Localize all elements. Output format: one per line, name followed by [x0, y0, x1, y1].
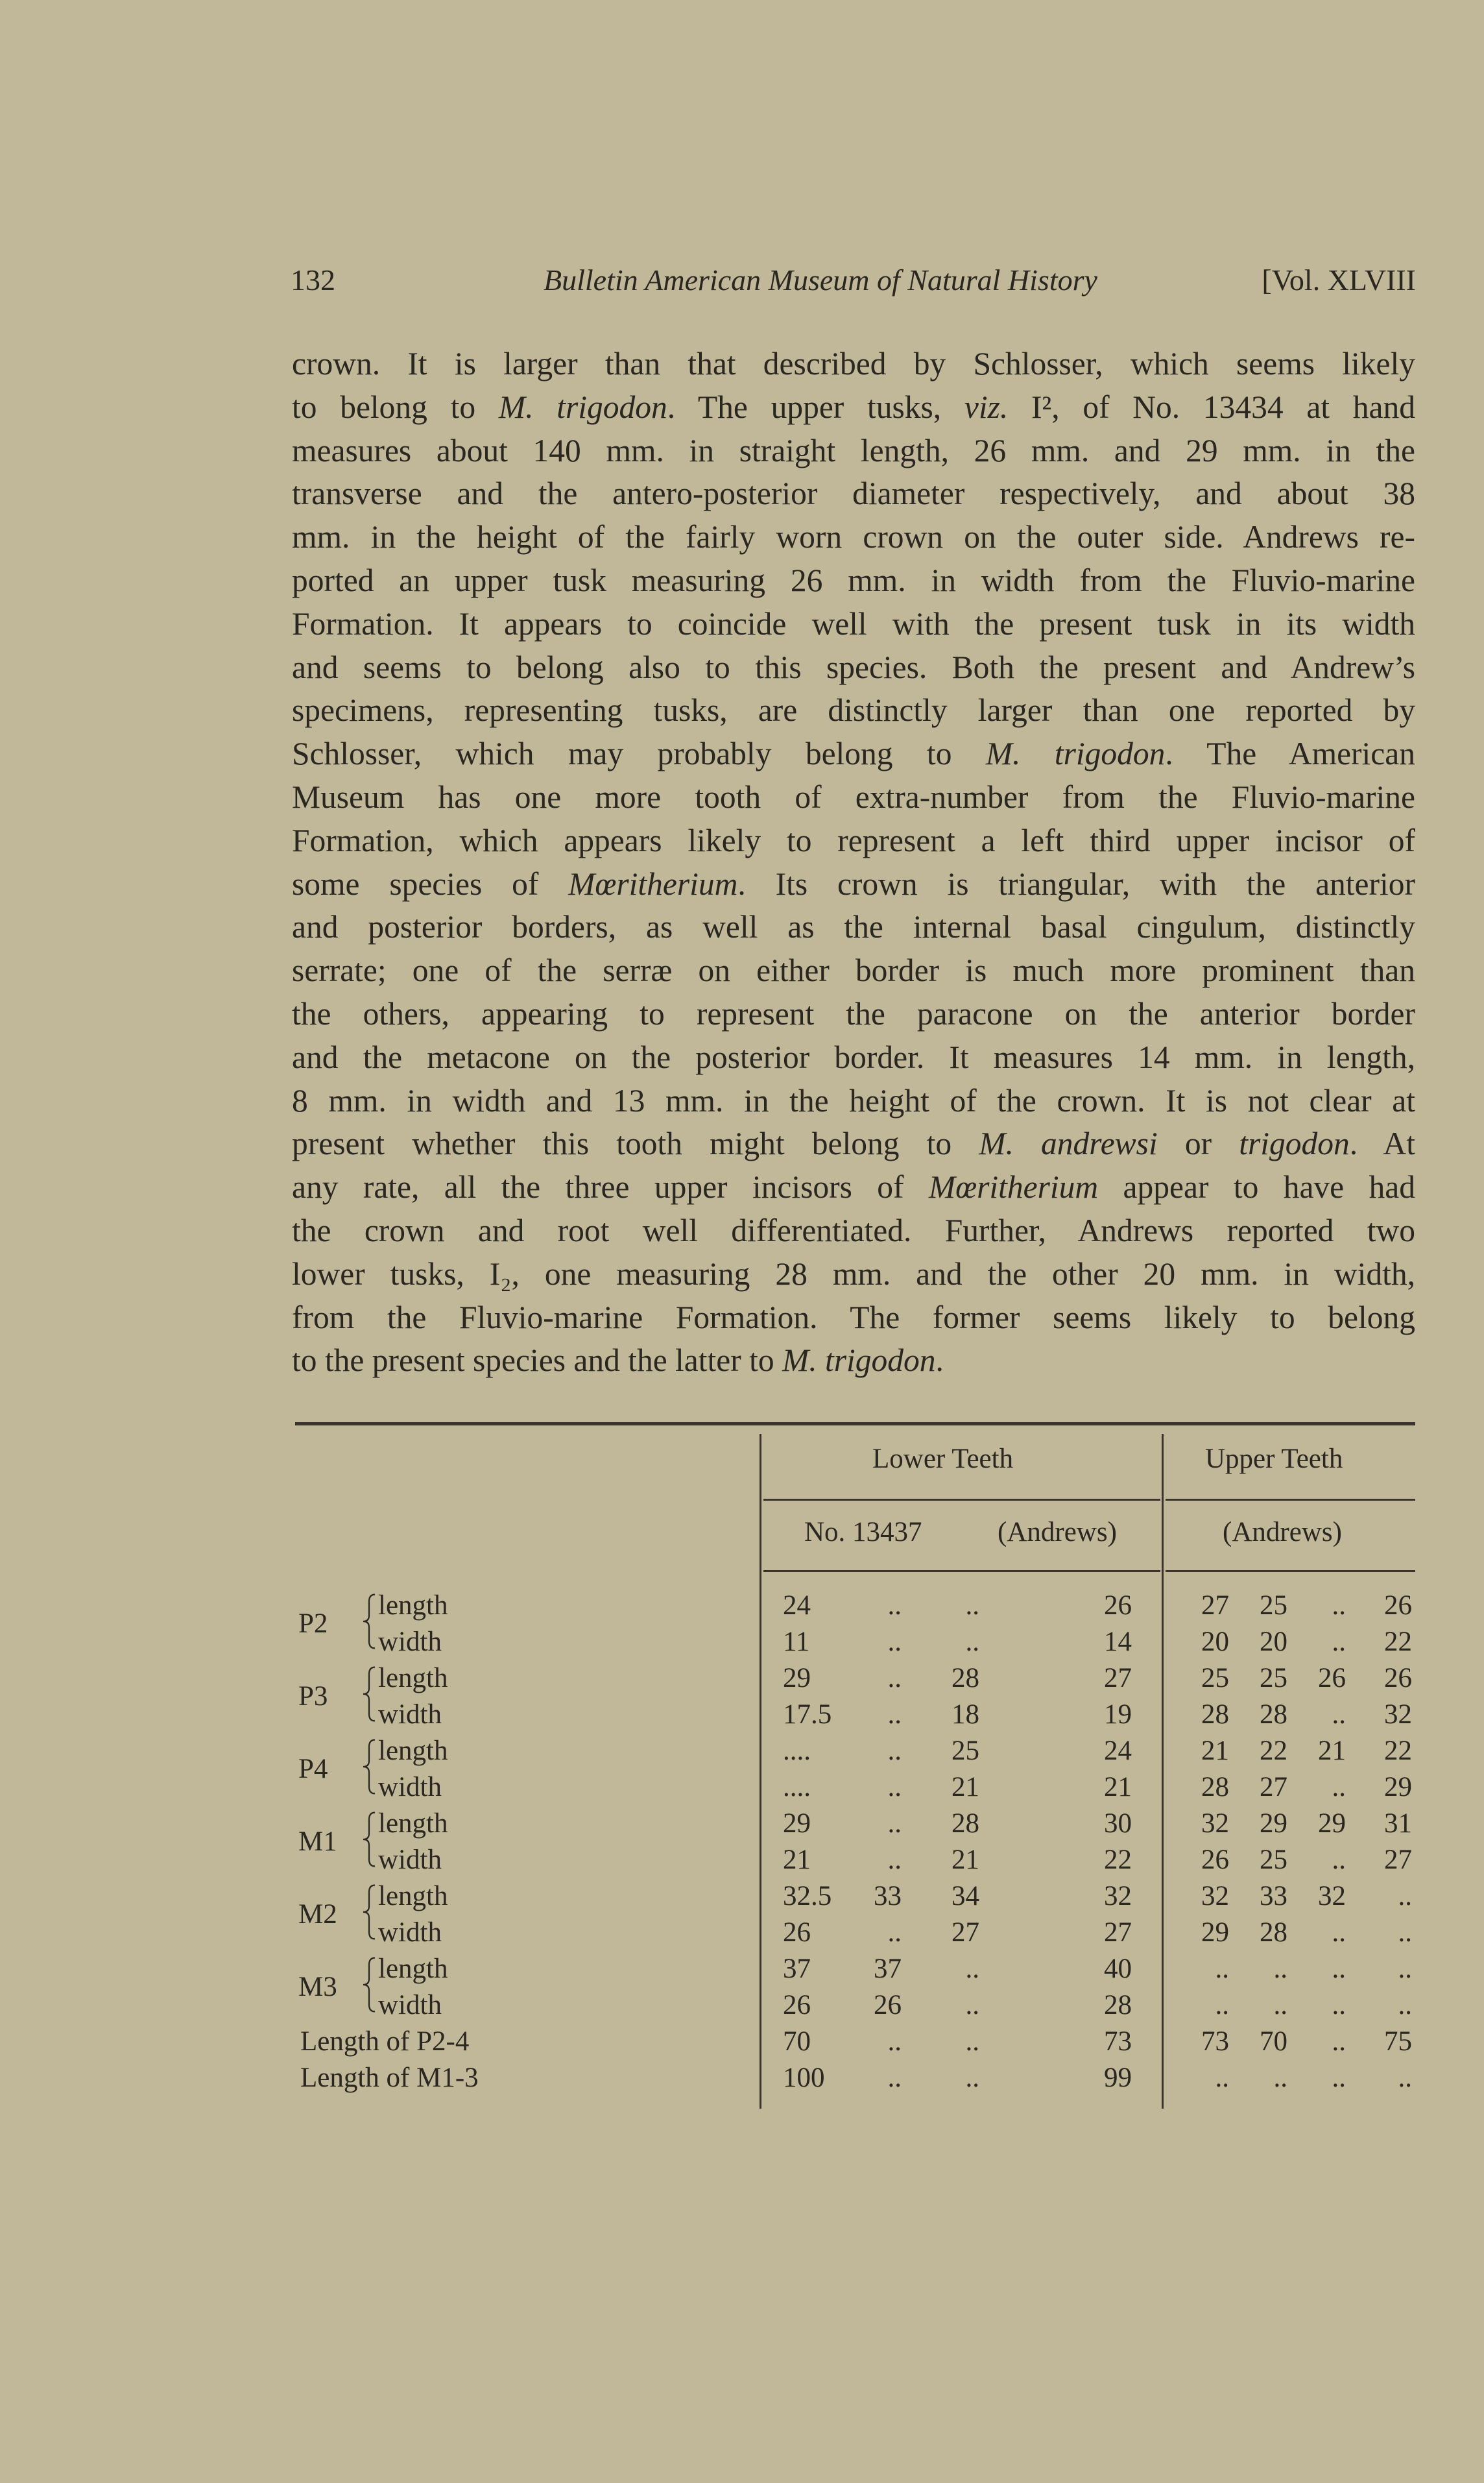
brace-icon	[360, 1738, 378, 1796]
row-label-measure: width	[378, 1772, 442, 1802]
table-cell: 37	[783, 1954, 811, 1984]
paragraph-line: Museum has one more tooth of extra-number from the Fluvio-marine	[292, 779, 1415, 815]
table-top-rule	[295, 1422, 1415, 1425]
table-cell: 29	[783, 1808, 811, 1839]
paragraph-line: to belong to M. trigodon. The upper tusks, viz. I², of No. 13434 at hand	[292, 389, 1415, 425]
table-cell: ..	[1332, 1954, 1346, 1984]
table-cell: 20	[1201, 1627, 1229, 1657]
table-cell: 70	[783, 2026, 811, 2057]
table-cell: ..	[1398, 2063, 1412, 2093]
table-cell: 28	[1201, 1699, 1229, 1730]
table-cell: ..	[1398, 1954, 1412, 1984]
subheader-andrews-upper: (Andrews)	[1223, 1517, 1342, 1547]
table-cell: ....	[783, 1772, 811, 1802]
table-cell: 22	[1384, 1736, 1412, 1766]
volume-label: [Vol. XLVIII	[1262, 263, 1416, 297]
table-cell: 28	[1260, 1699, 1287, 1730]
brace-icon	[360, 1956, 378, 2014]
table-cell: 27	[1260, 1772, 1287, 1802]
table-cell: 26	[874, 1990, 902, 2020]
table-cell: 25	[951, 1736, 979, 1766]
table-cell: 26	[1201, 1845, 1229, 1875]
table-cell: 22	[1260, 1736, 1287, 1766]
table-cell: 22	[1104, 1845, 1132, 1875]
row-label-tooth: M1	[298, 1826, 337, 1857]
table-cell: 99	[1104, 2063, 1132, 2093]
table-cell: 32	[1318, 1881, 1346, 1911]
paragraph-line: 8 mm. in width and 13 mm. in the height of the crown. It is not clear at	[292, 1082, 1415, 1119]
paragraph-line: ported an upper tusk measuring 26 mm. in width from the Fluvio-marine	[292, 562, 1415, 598]
paragraph-line: any rate, all the three upper incisors of Mœritherium appear to have had	[292, 1169, 1415, 1205]
paragraph-line: to the present species and the latter to M. trigodon.	[292, 1342, 944, 1379]
table-cell: 21	[1201, 1736, 1229, 1766]
table-cell: 17.5	[783, 1699, 832, 1730]
row-label-tooth: M2	[298, 1899, 337, 1930]
table-cell: 25	[1201, 1663, 1229, 1693]
table-cell: 40	[1104, 1954, 1132, 1984]
column-divider-upper	[1162, 1434, 1164, 2109]
brace-icon	[360, 1592, 378, 1651]
paragraph-line: and the metacone on the posterior border. It measures 14 mm. in length,	[292, 1039, 1415, 1075]
table-cell: ..	[887, 1772, 902, 1802]
table-cell: 33	[1260, 1881, 1287, 1911]
paragraph-line: crown. It is larger than that described by Schlosser, which seems likely	[292, 346, 1415, 382]
table-cell: 26	[783, 1917, 811, 1948]
table-cell: 20	[1260, 1627, 1287, 1657]
paragraph-line: the others, appearing to represent the paracone on the anterior border	[292, 995, 1415, 1032]
table-cell: 29	[1384, 1772, 1412, 1802]
subheader-specimen: No. 13437	[804, 1517, 922, 1547]
row-label-tooth: M3	[298, 1972, 337, 2002]
brace-icon	[360, 1810, 378, 1869]
table-cell: 18	[951, 1699, 979, 1730]
row-label-measure: length	[378, 1881, 448, 1911]
brace-icon	[360, 1883, 378, 1941]
row-label-measure: length	[378, 1808, 448, 1839]
paragraph-line: specimens, representing tusks, are distinctly larger than one reported by	[292, 692, 1415, 729]
table-cell: 27	[1104, 1917, 1132, 1948]
table-cell: 28	[1260, 1917, 1287, 1948]
table-cell: ..	[1398, 1917, 1412, 1948]
paragraph-line: present whether this tooth might belong to M. andrewsi or trigodon. At	[292, 1126, 1416, 1162]
table-cell: ..	[887, 2026, 902, 2057]
table-cell: ..	[1332, 1772, 1346, 1802]
table-cell: ..	[1398, 1881, 1412, 1911]
brace-icon	[360, 1665, 378, 1723]
paragraph-line: and posterior borders, as well as the internal basal cingulum, distinctly	[292, 909, 1415, 945]
table-cell: 26	[1384, 1663, 1412, 1693]
row-label-measure: length	[378, 1736, 448, 1766]
subheader-andrews-lower: (Andrews)	[998, 1517, 1117, 1547]
table-cell: 22	[1384, 1627, 1412, 1657]
column-divider-lower	[760, 1434, 761, 2109]
table-cell: 70	[1260, 2026, 1287, 2057]
table-cell: 27	[1104, 1663, 1132, 1693]
table-cell: 24	[1104, 1736, 1132, 1766]
table-cell: 26	[783, 1990, 811, 2020]
table-cell: 21	[783, 1845, 811, 1875]
page-number: 132	[291, 263, 335, 297]
table-cell: ..	[887, 1699, 902, 1730]
subheader-divider-lower	[763, 1570, 1160, 1572]
row-label-summary: Length of M1-3	[300, 2063, 479, 2093]
table-cell: 75	[1384, 2026, 1412, 2057]
table-cell: 21	[1104, 1772, 1132, 1802]
table-cell: ..	[1332, 1990, 1346, 2020]
group-header-lower: Lower Teeth	[872, 1444, 1014, 1474]
paragraph-line: the crown and root well differentiated. Further, Andrews reported two	[292, 1212, 1415, 1248]
paragraph-line: transverse and the antero-posterior diameter respectively, and about 38	[292, 476, 1415, 512]
table-cell: 29	[1260, 1808, 1287, 1839]
paragraph-line: Schlosser, which may probably belong to M. trigodon. The American	[292, 736, 1415, 772]
table-cell: 25	[1260, 1663, 1287, 1693]
table-cell: 29	[1201, 1917, 1229, 1948]
table-cell: 27	[1201, 1590, 1229, 1621]
table-cell: ..	[1215, 1990, 1229, 2020]
table-cell: 32	[1384, 1699, 1412, 1730]
table-cell: ..	[1332, 1845, 1346, 1875]
paragraph-line: Formation. It appears to coincide well with the present tusk in its width	[292, 605, 1415, 642]
table-cell: 11	[783, 1627, 810, 1657]
table-cell: 26	[1318, 1663, 1346, 1693]
table-cell: ..	[887, 1663, 902, 1693]
table-cell: 14	[1104, 1627, 1132, 1657]
paragraph-line: some species of Mœritherium. Its crown is triangular, with the anterior	[292, 866, 1416, 902]
table-cell: ..	[1332, 2026, 1346, 2057]
row-label-measure: width	[378, 1627, 442, 1657]
row-label-measure: length	[378, 1954, 448, 1984]
row-label-measure: length	[378, 1663, 448, 1693]
table-cell: 73	[1104, 2026, 1132, 2057]
table-cell: 28	[1201, 1772, 1229, 1802]
row-label-tooth: P4	[298, 1754, 328, 1784]
paragraph-line: Formation, which appears likely to represent a left third upper incisor of	[292, 822, 1415, 858]
paragraph-line: and seems to belong also to this species. Both the present and Andrew’s	[292, 649, 1415, 685]
table-cell: ..	[1215, 1954, 1229, 1984]
table-cell: ..	[1332, 1627, 1346, 1657]
paragraph-line: mm. in the height of the fairly worn crown on the outer side. Andrews re-	[292, 519, 1415, 555]
paragraph-line: measures about 140 mm. in straight length, 26 mm. and 29 mm. in the	[292, 432, 1415, 468]
table-cell: 29	[1318, 1808, 1346, 1839]
table-cell: 28	[951, 1808, 979, 1839]
table-cell: 24	[783, 1590, 811, 1621]
table-cell: ..	[1215, 2063, 1229, 2093]
table-cell: ..	[887, 1808, 902, 1839]
table-cell: 32	[1201, 1808, 1229, 1839]
table-cell: 34	[951, 1881, 979, 1911]
row-label-measure: width	[378, 1917, 442, 1948]
running-header	[291, 263, 1416, 302]
table-cell: 32	[1201, 1881, 1229, 1911]
table-cell: 26	[1384, 1590, 1412, 1621]
row-label-measure: length	[378, 1590, 448, 1621]
table-cell: ..	[965, 1990, 979, 2020]
table-cell: 25	[1260, 1845, 1287, 1875]
measurement-table	[295, 1422, 1415, 2097]
table-cell: ..	[1332, 1699, 1346, 1730]
table-cell: ..	[887, 2063, 902, 2093]
table-cell: ..	[1332, 2063, 1346, 2093]
row-label-measure: width	[378, 1699, 442, 1730]
row-label-measure: width	[378, 1845, 442, 1875]
table-cell: 37	[874, 1954, 902, 1984]
table-cell: 100	[783, 2063, 825, 2093]
paragraph-line: from the Fluvio-marine Formation. The former seems likely to belong	[292, 1299, 1415, 1335]
table-cell: 25	[1260, 1590, 1287, 1621]
table-cell: 21	[951, 1772, 979, 1802]
table-cell: ..	[1273, 2063, 1287, 2093]
row-label-measure: width	[378, 1990, 442, 2020]
table-cell: 26	[1104, 1590, 1132, 1621]
table-cell: ..	[1332, 1917, 1346, 1948]
table-cell: ..	[965, 1954, 979, 1984]
subheader-divider-upper	[1166, 1570, 1415, 1572]
header-divider-lower	[763, 1499, 1160, 1501]
row-label-tooth: P2	[298, 1608, 328, 1639]
table-cell: ..	[965, 1590, 979, 1621]
table-cell: ..	[887, 1736, 902, 1766]
table-cell: 73	[1201, 2026, 1229, 2057]
group-header-upper: Upper Teeth	[1205, 1444, 1343, 1474]
paragraph-line: lower tusks, I₂, one measuring 28 mm. and the other 20 mm. in width,	[292, 1255, 1415, 1292]
table-cell: ..	[887, 1627, 902, 1657]
table-cell: 21	[1318, 1736, 1346, 1766]
table-cell: ..	[1273, 1990, 1287, 2020]
table-cell: 19	[1104, 1699, 1132, 1730]
row-label-tooth: P3	[298, 1681, 328, 1712]
paragraph-line: serrate; one of the serræ on either border is much more prominent than	[292, 952, 1415, 989]
table-cell: ..	[887, 1590, 902, 1621]
table-cell: ..	[1332, 1590, 1346, 1621]
table-cell: ..	[1398, 1990, 1412, 2020]
table-cell: 28	[1104, 1990, 1132, 2020]
table-cell: 29	[783, 1663, 811, 1693]
table-cell: ..	[965, 2026, 979, 2057]
table-cell: 32.5	[783, 1881, 832, 1911]
table-cell: 32	[1104, 1881, 1132, 1911]
table-cell: ..	[965, 2063, 979, 2093]
body-paragraph	[292, 343, 1415, 1383]
table-cell: 27	[1384, 1845, 1412, 1875]
table-cell: ..	[965, 1627, 979, 1657]
table-cell: 21	[951, 1845, 979, 1875]
table-cell: 31	[1384, 1808, 1412, 1839]
table-cell: 27	[951, 1917, 979, 1948]
table-cell: ..	[1273, 1954, 1287, 1984]
table-cell: ....	[783, 1736, 811, 1766]
journal-title: Bulletin American Museum of Natural History	[544, 263, 1097, 297]
row-label-summary: Length of P2-4	[300, 2026, 470, 2057]
table-cell: 30	[1104, 1808, 1132, 1839]
table-cell: 28	[951, 1663, 979, 1693]
table-cell: ..	[887, 1917, 902, 1948]
header-divider-upper	[1166, 1499, 1415, 1501]
table-cell: 33	[874, 1881, 902, 1911]
table-cell: ..	[887, 1845, 902, 1875]
